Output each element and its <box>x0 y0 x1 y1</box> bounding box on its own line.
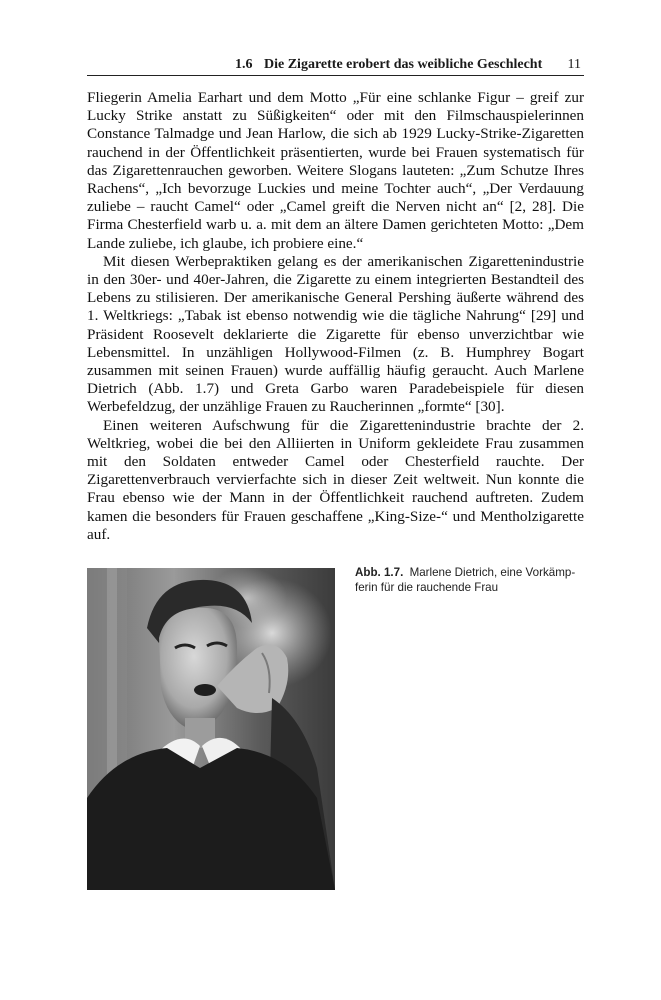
running-header <box>87 57 584 76</box>
paragraph: Fliegerin Amelia Earhart und dem Motto „Für eine schlanke Figur – greif zur Lucky Strike anstatt zu Süßigkeiten“ oder mit den Filmschauspielerinnen Constance Talmadge und Jean Harlow, die sich ab 1929 Lucky-Strike-Zigaretten rauchend in der Öffentlichkeit präsentierten, wurde bei Frauen systematisch für das Zigarettenrauchen geworben. Weitere Slogans lauteten: „Zum Schutze Ihres Rachens“, „Ich bevorzuge Luckies und meine Tochter auch“, „Der Verdauung zuliebe – raucht Camel“ oder „Camel greift die Nerven nicht an“ [2, 28]. Die Firma Chesterfield warb u. a. mit dem an ältere Damen gerichteten Motto: „Dem Lande zuliebe, ich glaube, ich probiere eine.“ <box>87 89 584 252</box>
figure-caption <box>355 565 585 595</box>
page-number: 11 <box>567 57 581 72</box>
photo-illustration <box>87 568 335 890</box>
section-number: 1.6 <box>235 57 253 72</box>
paragraph: Mit diesen Werbepraktiken gelang es der amerikanischen Zigarettenindustrie in den 30er- und 40er-Jahren, die Zigarette zu einem integrierten Bestandteil des Lebens zu stilisieren. Der amerikanische General Pershing äußerte während des 1. Weltkriegs: „Tabak ist ebenso notwendig wie die tägliche Nahrung“ [29] und Präsident Roosevelt deklarierte die Zigarette für ebenso unverzichtbar wie Lebensmittel. In unzähligen Hollywood-Filmen (z. B. Humphrey Bogart zusammen mit seinen Frauen) wurde auffällig häufig geraucht. Auch Marlene Dietrich (Abb. 1.7) und Greta Garbo waren Paradebeispiele für diesen Werbefeldzug, der unzählige Frauen zu Raucherinnen „formte“ [30]. <box>87 252 584 416</box>
photo-marlene-dietrich <box>87 568 335 890</box>
body-text <box>87 89 584 544</box>
figure-label: Abb. 1.7. <box>355 566 404 579</box>
chapter-title: Die Zigarette erobert das weibliche Geschlecht <box>264 57 543 72</box>
paragraph: Einen weiteren Aufschwung für die Zigarettenindustrie brachte der 2. Weltkrieg, wobei die bei den Alliierten in Uniform gekleidete Frau zusammen mit den Soldaten entweder Camel oder Chesterfield rauchte. Der Zigarettenverbrauch vervierfachte sich in dieser Zeit weltweit. Nun konnte die Frau ebenso wie der Mann in der Öffentlichkeit rauchend auftreten. Zudem kamen die besonders für Frauen geschaffene „King-Size-“ und Mentholzigarette auf. <box>87 416 584 543</box>
figure-caption-text: Marlene Dietrich, eine Vorkämpferin für die rauchende Frau <box>355 566 576 594</box>
